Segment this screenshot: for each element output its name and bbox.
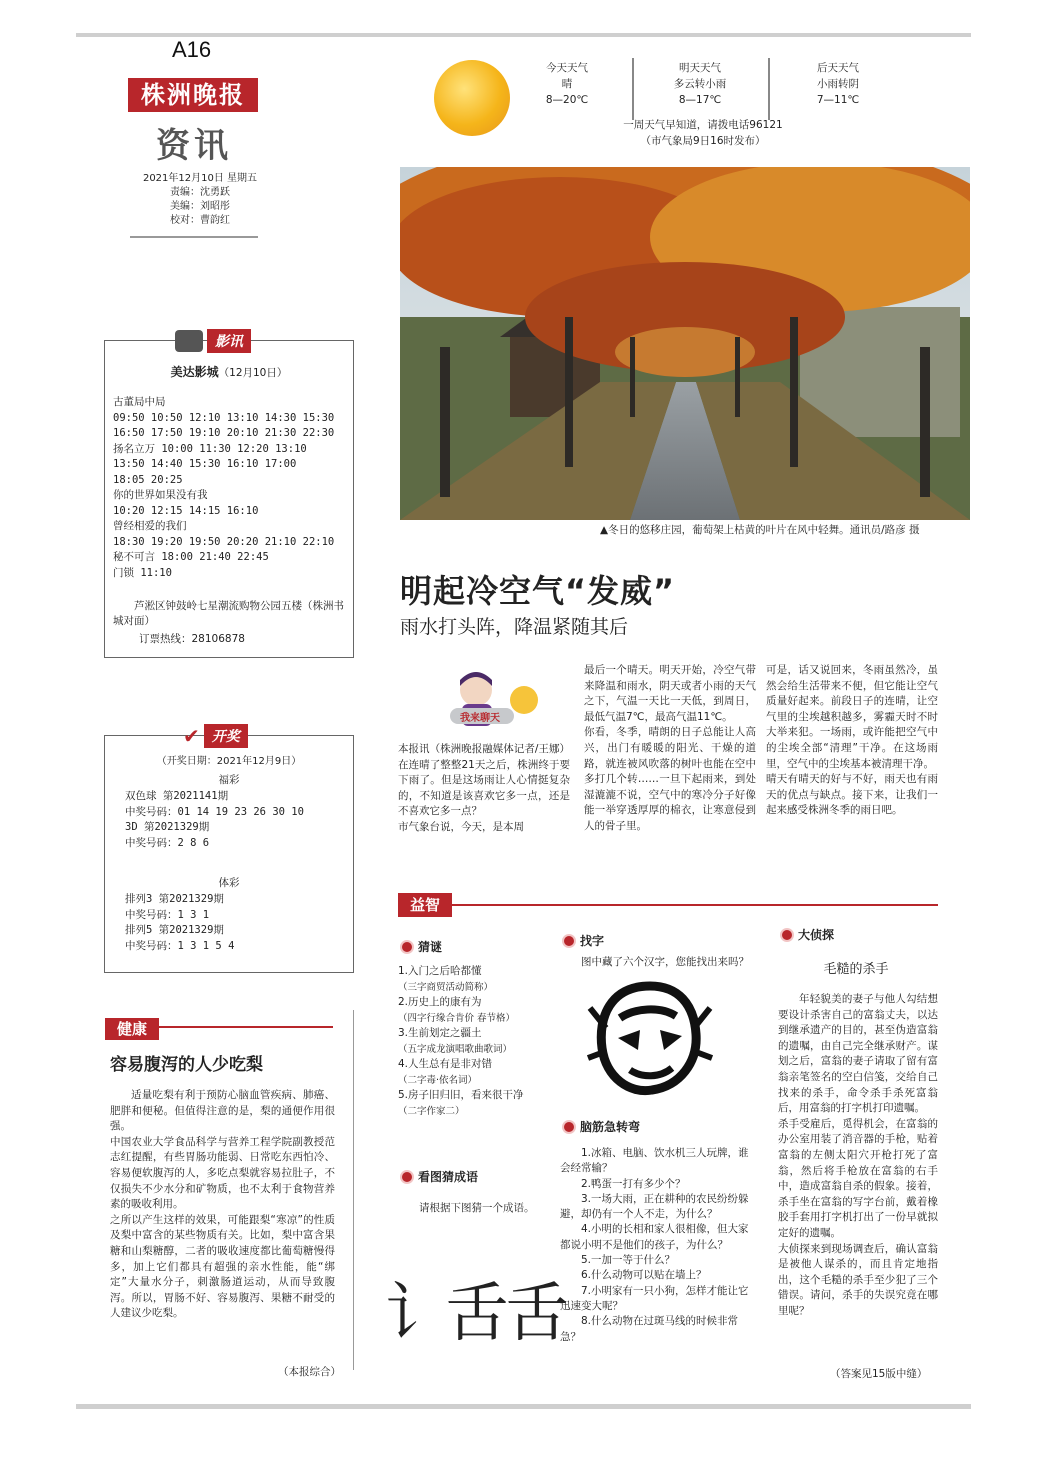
health-source: （本报综合） xyxy=(278,1366,341,1378)
bullet-icon xyxy=(400,940,414,954)
riddle-hint: （二字作家二） xyxy=(398,1105,465,1117)
riddle-question: 1.入门之后哈都懂 xyxy=(398,965,482,977)
riddle-item xyxy=(398,964,558,995)
hidden-characters-picture xyxy=(580,978,720,1098)
detective-body: 年轻貌美的妻子与他人勾结想要设计杀害自己的富翁丈夫，以达到继承遗产的目的，甚至伪造富翁的遗嘱，由自己完全继承财产。谋划之后，富翁的妻子请取了留有富翁亲笔签名的空白信笺，交给自己找来的杀手，命令杀手杀死富翁后，用富翁的打字机打印遗嘱。 杀手受雇后，觅得机会，在富翁的办公室用装了消音器的手枪，贴着富翁的左侧太阳穴开枪打死了富翁，然后将手枪放在富翁的右手中，造成富翁自杀的假象。接着，杀手坐在富翁的写字台前，戴着橡胶手套用打字机打出了一份早就拟定好的遗嘱。 大侦探来到现场调查后，确认富翁是被他人谋杀的，而且肯定地指出，这个毛糙的杀手至少犯了三个错误。请问，杀手的失误究竟在哪里呢？ xyxy=(778,993,938,1317)
editor-credit: 责编：沈勇跃 xyxy=(170,187,230,198)
riddle-item xyxy=(398,1088,558,1119)
lottery-tag: 开奖 xyxy=(204,724,248,748)
reporter-avatar-icon xyxy=(446,668,546,734)
brain-item: 6.什么动物可以贴在墙上？ xyxy=(581,1269,707,1282)
detective-story-title: 毛糙的杀手 xyxy=(823,962,889,977)
riddle-title: 猜谜 xyxy=(418,940,443,954)
weather-after-temp: 7—11℃ xyxy=(816,94,860,106)
find-title: 找字 xyxy=(580,934,605,948)
bullet-icon xyxy=(562,1120,576,1134)
newspaper-masthead: 株洲晚报 xyxy=(128,78,258,112)
cinema-phone: 订票热线：28106878 xyxy=(139,633,245,645)
detective-title: 大侦探 xyxy=(798,928,835,942)
sports-results xyxy=(125,892,345,954)
health-tag: 健康 xyxy=(105,1018,159,1040)
weather-today xyxy=(528,60,606,108)
brain-item: 2.鸭蛋一打有多少个？ xyxy=(581,1177,686,1190)
lottery-line: 中奖号码：01 14 19 23 26 30 10 xyxy=(125,805,304,818)
page-number: A16 xyxy=(172,37,212,62)
weather-after xyxy=(795,60,881,108)
lottery-line: 中奖号码：1 3 1 xyxy=(125,908,210,921)
lottery-line: 双色球 第2021141期 xyxy=(125,790,229,802)
brain-item: 4.小明的长相和家人很相像，但大家都说小明不是他们的孩子，为什么？ xyxy=(560,1223,749,1251)
column-logo xyxy=(446,668,546,734)
vineyard-illustration xyxy=(400,167,970,520)
answer-note: （答案见15版中缝） xyxy=(830,1368,928,1380)
weather-divider xyxy=(768,58,770,120)
column-tag: 我来聊天 xyxy=(460,713,500,724)
article-headline: 明起冷空气“发威” xyxy=(400,572,676,610)
cinema-schedule xyxy=(113,395,353,581)
cinema-address: 芦淞区钟鼓岭七星潮流购物公园五楼（株洲书城对面） xyxy=(113,600,344,627)
lottery-line: 3D 第2021329期 xyxy=(125,821,210,833)
brain-item: 5.一加一等于什么？ xyxy=(581,1254,676,1267)
schedule-line: 扬名立万 10:00 11:30 12:20 13:10 xyxy=(113,442,307,455)
article-subhead: 雨水打头阵，降温紧随其后 xyxy=(400,616,629,638)
column-divider xyxy=(353,1010,354,1370)
riddle-item xyxy=(398,1026,558,1057)
brain-item: 1.冰箱、电脑、饮水机三人玩牌，谁会经常输？ xyxy=(560,1147,749,1175)
brain-item: 7.小明家有一只小狗，怎样才能让它迅速变大呢？ xyxy=(560,1284,749,1312)
idiom-title: 看图猜成语 xyxy=(418,1170,479,1184)
lottery-date: （开奖日期：2021年12月9日） xyxy=(156,756,302,767)
brain-title: 脑筋急转弯 xyxy=(580,1120,641,1134)
page-meta xyxy=(130,172,270,228)
welfare-title: 福彩 xyxy=(218,774,240,786)
weather-source: （市气象局9日16时发布） xyxy=(640,135,766,147)
cinema-tag: 影讯 xyxy=(207,329,251,353)
weather-today-label: 今天天气 xyxy=(546,62,588,74)
idiom-text: 请根据下图猜一个成语。 xyxy=(419,1202,535,1214)
brain-list xyxy=(560,1146,756,1345)
puzzle-rule xyxy=(398,904,938,906)
weather-today-cond: 晴 xyxy=(561,78,573,90)
photo-caption: ▲冬日的悠移庄园，葡萄架上枯黄的叶片在风中轻舞。通讯员/路彦 摄 xyxy=(600,524,920,536)
schedule-line: 你的世界如果没有我 xyxy=(113,489,208,501)
weather-hotline: 一周天气早知道，请拨电话96121 xyxy=(623,119,783,131)
schedule-line: 09:50 10:50 12:10 13:10 14:30 15:30 xyxy=(113,411,335,424)
health-title: 容易腹泻的人少吃梨 xyxy=(110,1055,263,1075)
cinema-badge xyxy=(175,329,251,353)
schedule-line: 10:20 12:15 14:15 16:10 xyxy=(113,504,259,517)
weather-footer xyxy=(592,117,814,149)
schedule-line: 18:05 20:25 xyxy=(113,473,183,486)
weather-tomorrow-temp: 8—17℃ xyxy=(678,94,722,106)
find-text: 图中藏了六个汉字，您能找出来吗？ xyxy=(581,956,749,968)
riddle-question: 2.历史上的康有为 xyxy=(398,996,482,1008)
riddle-hint: （二字毒·依名词） xyxy=(398,1074,478,1086)
meta-divider xyxy=(130,236,258,238)
riddle-question: 4.人生总有是非对错 xyxy=(398,1058,493,1070)
designer-credit: 美编：刘昭彤 xyxy=(170,201,230,212)
riddle-question: 3.生前划定之疆土 xyxy=(398,1027,482,1039)
riddle-list xyxy=(398,964,558,1119)
vineyard-photo xyxy=(400,167,970,520)
riddle-hint: （四字行缘合肯价 春节格） xyxy=(398,1012,516,1024)
checkmark-icon: ✔ xyxy=(183,724,200,748)
lottery-line: 中奖号码：1 3 1 5 4 xyxy=(125,939,235,952)
issue-date: 2021年12月10日 星期五 xyxy=(142,173,258,184)
schedule-line: 门锁 11:10 xyxy=(113,566,172,579)
riddle-hint: （五字成龙演唱歌曲歌词） xyxy=(398,1043,513,1055)
sports-title: 体彩 xyxy=(218,877,240,889)
lottery-line: 中奖号码：2 8 6 xyxy=(125,836,210,849)
brain-heading xyxy=(562,1118,640,1135)
brain-item: 8.什么动物在过斑马线的时候非常急？ xyxy=(560,1315,739,1343)
section-title: 资讯 xyxy=(156,126,232,166)
weather-tomorrow-label: 明天天气 xyxy=(679,62,721,74)
find-heading xyxy=(562,932,604,949)
article-col-3: 可是，话又说回来，冬雨虽然冷，虽然会给生活带来不便，但它能让空气质量好起来。前段日子的连晴，让空气里的尘埃越积越多，雾霾天时不时大举来犯。一场雨，或许能把空气中的尘埃全部“清理”干净。在这场雨里，空气中的尘埃基本被清理干净。 晴天有晴天的好与不好，雨天也有雨天的优点与缺点。接下来，让我们一起来感受株洲冬季的雨日吧。 xyxy=(766,664,938,817)
schedule-line: 古董局中局 xyxy=(113,396,166,408)
cinema-title: 美达影城 xyxy=(170,365,219,379)
weather-after-cond: 小雨转阴 xyxy=(817,78,859,90)
tribal-face-icon xyxy=(580,978,720,1098)
bullet-icon xyxy=(400,1170,414,1184)
article-col-1: 本报讯（株洲晚报融媒体记者/王娜）在连晴了整整21天之后，株洲终于要下雨了。但是这场雨让人心情挺复杂的，不知道是该喜欢它多一点，还是不喜欢它多一点？ 市气象台说，今天，是本周 xyxy=(398,743,570,833)
schedule-line: 18:30 19:20 19:50 20:20 21:10 22:10 xyxy=(113,535,335,548)
idiom-heading xyxy=(400,1168,478,1185)
cinema-heading xyxy=(105,363,353,380)
schedule-line: 13:50 14:40 15:30 16:10 17:00 xyxy=(113,458,297,470)
cinema-box xyxy=(104,334,354,658)
lottery-box xyxy=(104,724,354,973)
idiom-picture: 讠舌舌 xyxy=(385,1277,565,1351)
bullet-icon xyxy=(562,934,576,948)
brain-item: 3.一场大雨，正在耕种的农民纷纷躲避，却仍有一个人不走，为什么？ xyxy=(560,1192,749,1221)
detective-heading xyxy=(780,926,834,943)
riddle-item xyxy=(398,995,558,1026)
puzzle-tag: 益智 xyxy=(398,893,452,917)
weather-tomorrow-cond: 多云转小雨 xyxy=(673,78,727,90)
cinema-date: （12月10日） xyxy=(218,367,288,379)
bullet-icon xyxy=(780,928,794,942)
weather-tomorrow xyxy=(655,60,745,108)
weather-after-label: 后天天气 xyxy=(817,62,859,74)
lottery-badge xyxy=(183,724,248,748)
article-col-2: 最后一个晴天。明天开始，冷空气带来降温和雨水，阴天或者小雨的天气之下，气温一天比一天低，到周日，最低气温7℃，最高气温11℃。 你看，冬季，晴朗的日子总能让人高兴，出门有暖暖的阳光、干燥的道路，就连被风吹落的树叶也能在空中多打几个转……一旦下起雨来，到处湿漉漉不说，空气中的寒冷分子好像能一举穿透厚厚的棉衣，让寒意侵到人的骨子里。 xyxy=(584,664,756,832)
weather-today-temp: 8—20℃ xyxy=(545,94,589,106)
bottom-rule xyxy=(76,1404,971,1409)
schedule-line: 秘不可言 18:00 21:40 22:45 xyxy=(113,551,269,563)
health-body: 适量吃梨有利于预防心脑血管疾病、肺癌、肥胖和便秘。但值得注意的是，梨的通便作用很强。 中国农业大学食品科学与营养工程学院副教授范志红提醒，有些胃肠功能弱、日常吃东西怕冷、容易便软腹泻的人，多吃点梨就容易拉肚子，不仅损失不少水分和矿物质，也不太利于食物营养素的吸收利用。 之所以产生这样的效果，可能跟梨“寒凉”的性质及梨中富含的某些物质有关。比如，梨中富含果糖和山梨糖醇，二者的吸收速度都比葡萄糖慢得多，加上它们都具有超强的亲水性能，能“绑定”大量水分子，刺激肠道运动，从而导致腹泻。所以，胃肠不好、容易腹泻、果糖不耐受的人建议少吃梨。 xyxy=(110,1089,335,1320)
schedule-line: 曾经相爱的我们 xyxy=(113,520,187,532)
weather-divider xyxy=(632,58,634,120)
lottery-line: 排列3 第2021329期 xyxy=(125,893,224,905)
riddle-hint: （三字商贸活动简称） xyxy=(398,981,494,993)
riddle-heading xyxy=(400,938,442,955)
riddle-question: 5.房子旧归旧，看来很干净 xyxy=(398,1089,524,1101)
welfare-results xyxy=(125,789,345,851)
schedule-line: 16:50 17:50 19:10 20:10 21:30 22:30 xyxy=(113,427,335,439)
film-camera-icon xyxy=(175,330,203,352)
proofreader-credit: 校对：曹韵红 xyxy=(170,215,230,226)
riddle-item xyxy=(398,1057,558,1088)
sun-icon xyxy=(434,60,510,136)
lottery-line: 排列5 第2021329期 xyxy=(125,924,224,936)
